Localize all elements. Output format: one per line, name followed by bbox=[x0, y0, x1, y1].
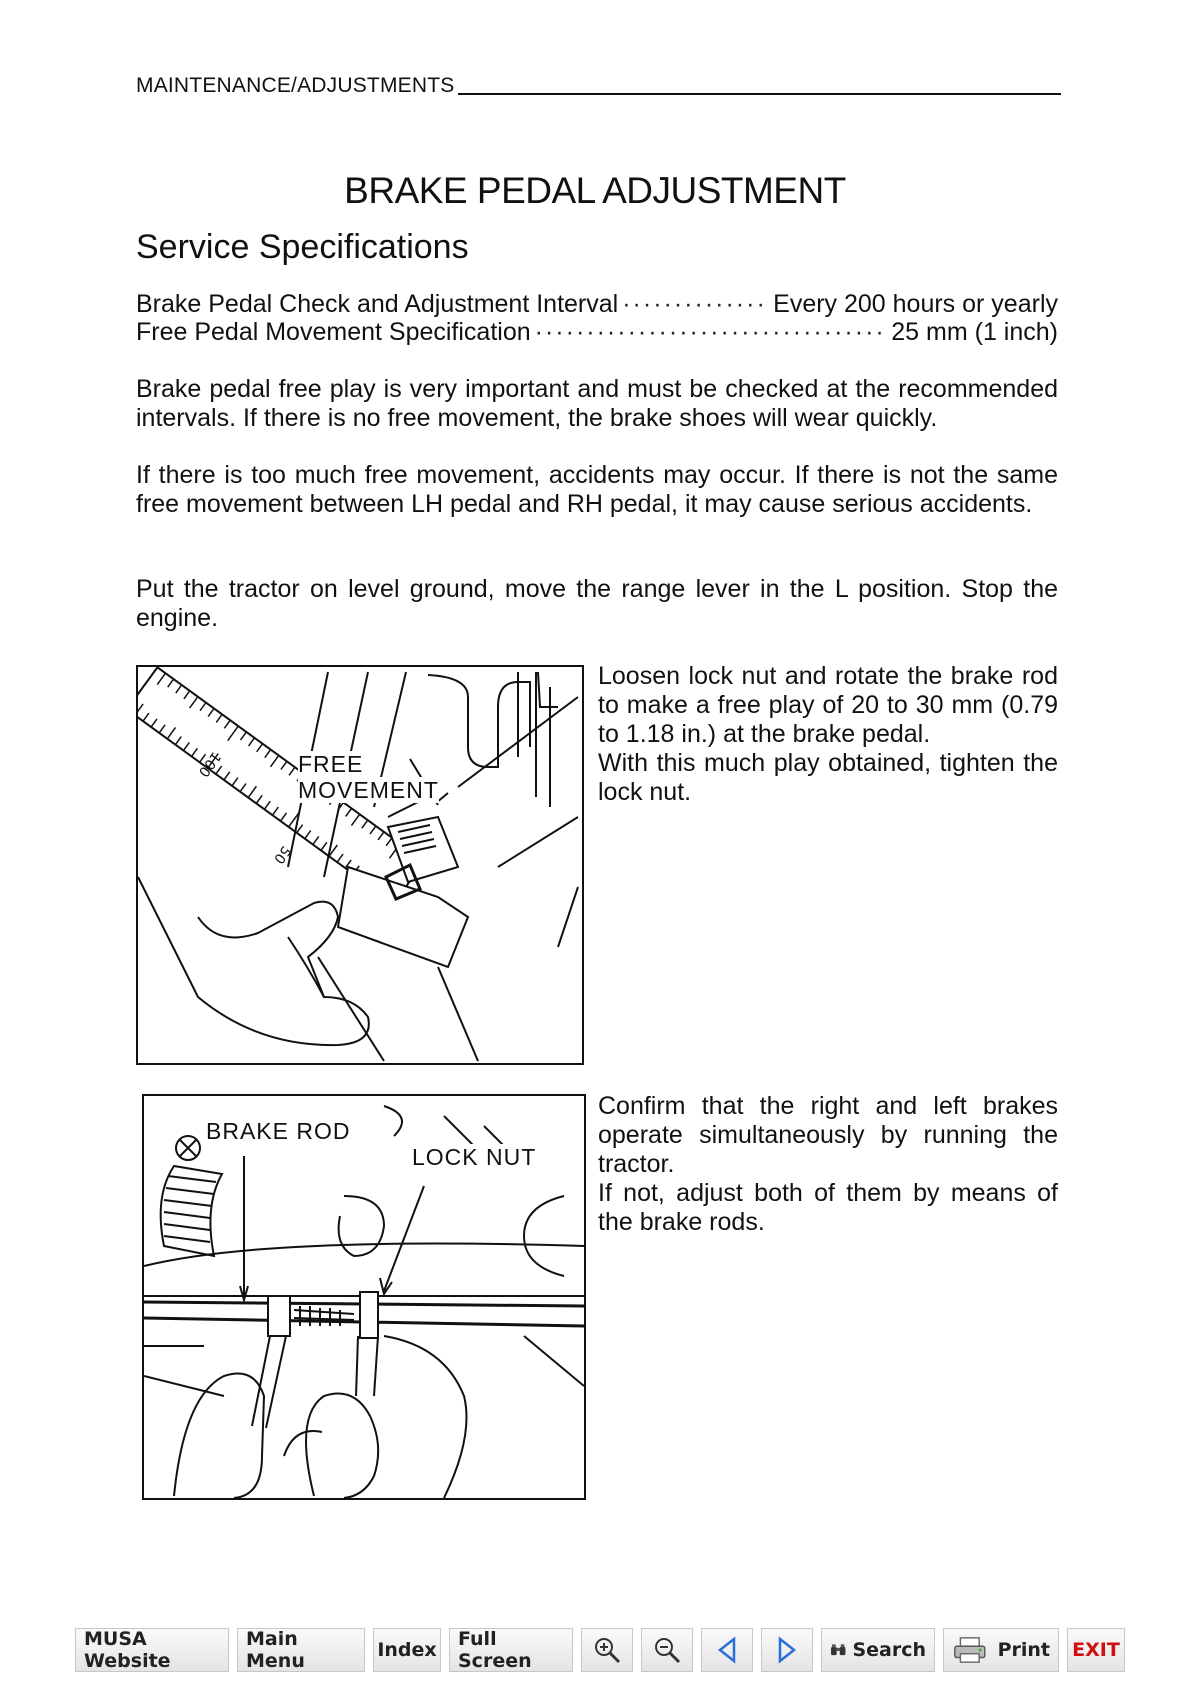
exit-label: EXIT bbox=[1072, 1639, 1120, 1661]
spec-row-interval bbox=[136, 290, 1058, 319]
spec-row-free-movement bbox=[136, 318, 1058, 347]
free-movement-illustration bbox=[138, 667, 582, 1063]
triangle-left-icon bbox=[714, 1635, 740, 1665]
label-brake-rod: BRAKE ROD bbox=[206, 1118, 351, 1144]
leader-dots bbox=[535, 318, 888, 347]
section-header-rule bbox=[458, 93, 1061, 95]
section-header-label: MAINTENANCE/ADJUSTMENTS bbox=[136, 74, 455, 97]
zoom-out-button[interactable] bbox=[641, 1628, 693, 1672]
figure1-text: Loosen lock nut and rotate the brake rod to make a free play of 20 to 30 mm (0.79 to 1.18 in.) at the brake pedal. bbox=[598, 662, 1058, 748]
zoom-in-icon bbox=[592, 1635, 622, 1665]
label-lock-nut: LOCK NUT bbox=[412, 1144, 537, 1170]
index-button[interactable]: Index bbox=[373, 1628, 441, 1672]
zoom-in-button[interactable] bbox=[581, 1628, 633, 1672]
spec-value: 25 mm (1 inch) bbox=[891, 318, 1058, 346]
figure2-text: Confirm that the right and left brakes operate simultaneously by running the tractor. bbox=[598, 1092, 1058, 1178]
next-page-button[interactable] bbox=[761, 1628, 813, 1672]
paragraph-level-ground: Put the tractor on level ground, move the range lever in the L position. Stop the engine. bbox=[136, 575, 1058, 632]
previous-page-button[interactable] bbox=[701, 1628, 753, 1672]
navigation-toolbar bbox=[75, 1628, 1125, 1672]
zoom-out-icon bbox=[652, 1635, 682, 1665]
ruler-mark-50: 50 bbox=[270, 842, 294, 867]
print-button[interactable] bbox=[943, 1628, 1059, 1672]
exit-button[interactable] bbox=[1067, 1628, 1125, 1672]
printer-icon bbox=[952, 1635, 988, 1665]
label-movement: MOVEMENT bbox=[298, 777, 439, 803]
section-header bbox=[136, 74, 1061, 98]
figure1-instructions bbox=[598, 662, 1058, 807]
paragraph-free-play: Brake pedal free play is very important and must be checked at the recommended intervals. If there is no free movement, the brake shoes will wear quickly. bbox=[136, 375, 1058, 432]
spec-label: Free Pedal Movement Specification bbox=[136, 318, 531, 346]
binoculars-icon bbox=[830, 1636, 846, 1664]
main-menu-button[interactable]: Main Menu bbox=[237, 1628, 365, 1672]
spec-value: Every 200 hours or yearly bbox=[773, 290, 1058, 318]
figure-brake-rod bbox=[142, 1094, 586, 1500]
figure2-instructions bbox=[598, 1092, 1058, 1237]
figure2-text2: If not, adjust both of them by means of the brake rods. bbox=[598, 1179, 1058, 1236]
paragraph-accidents: If there is too much free movement, accidents may occur. If there is not the same free movement between LH pedal and RH pedal, it may cause serious accidents. bbox=[136, 461, 1058, 518]
leader-dots bbox=[622, 290, 769, 319]
search-label: Search bbox=[852, 1639, 926, 1661]
label-free: FREE bbox=[298, 751, 364, 777]
musa-website-button[interactable]: MUSA Website bbox=[75, 1628, 229, 1672]
page-title: BRAKE PEDAL ADJUSTMENT bbox=[344, 170, 846, 211]
search-button[interactable] bbox=[821, 1628, 935, 1672]
ruler-mark-100: 100 bbox=[194, 748, 224, 780]
figure-free-movement bbox=[136, 665, 584, 1065]
triangle-right-icon bbox=[774, 1635, 800, 1665]
full-screen-button[interactable]: Full Screen bbox=[449, 1628, 573, 1672]
spec-label: Brake Pedal Check and Adjustment Interval bbox=[136, 290, 619, 318]
print-label: Print bbox=[997, 1639, 1050, 1661]
page-subtitle: Service Specifications bbox=[136, 228, 469, 266]
figure1-text2: With this much play obtained, tighten the lock nut. bbox=[598, 749, 1058, 806]
